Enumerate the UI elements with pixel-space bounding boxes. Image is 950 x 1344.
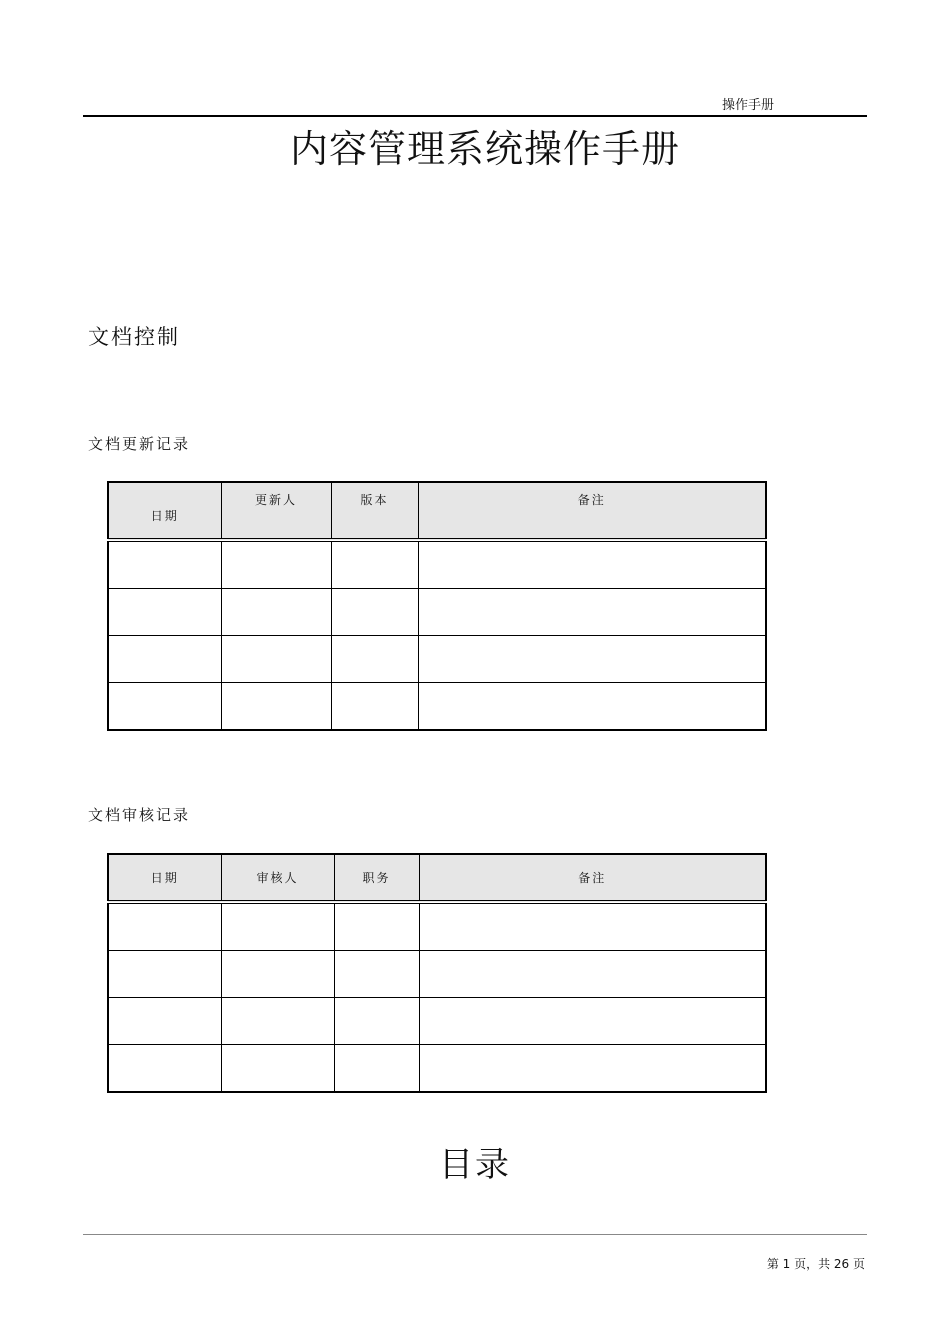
table-cell: [108, 902, 221, 951]
table-cell: [221, 902, 334, 951]
table-cell: [221, 1045, 334, 1093]
table-cell: [108, 636, 221, 683]
table-row: [108, 636, 766, 683]
review-record-heading: 文档审核记录: [88, 806, 191, 824]
table-cell: [419, 902, 766, 951]
table-cell: [108, 1045, 221, 1093]
table-cell: [108, 589, 221, 636]
page-number: 第 1 页，共 26 页: [766, 1257, 865, 1271]
footer-rule: [83, 1234, 867, 1235]
table-cell: [108, 951, 221, 998]
running-header: 操作手册: [722, 98, 775, 113]
table-cell: [418, 589, 766, 636]
table-cell: [221, 951, 334, 998]
toc-heading: 目录: [439, 1145, 511, 1185]
table-cell: [418, 540, 766, 589]
column-header-updater: 更新人: [221, 482, 331, 540]
table-cell: [108, 540, 221, 589]
table-cell: [418, 636, 766, 683]
column-header-date: 日期: [108, 854, 221, 902]
table-cell: [334, 902, 419, 951]
table-cell: [108, 998, 221, 1045]
table-cell: [419, 1045, 766, 1093]
update-record-table: [107, 481, 767, 731]
review-record-table: [107, 853, 767, 1093]
column-header-reviewer: 审核人: [221, 854, 334, 902]
table-cell: [334, 998, 419, 1045]
table-cell: [419, 998, 766, 1045]
table-cell: [221, 998, 334, 1045]
column-header-remarks: 备注: [419, 854, 766, 902]
section-heading: 文档控制: [88, 325, 180, 349]
update-record-heading: 文档更新记录: [88, 435, 191, 453]
table-cell: [331, 636, 418, 683]
table-cell: [331, 683, 418, 731]
table-cell: [221, 683, 331, 731]
table-cell: [221, 589, 331, 636]
table-row: [108, 540, 766, 589]
table-cell: [419, 951, 766, 998]
table-cell: [418, 683, 766, 731]
table-row: [108, 998, 766, 1045]
table-cell: [221, 540, 331, 589]
table-cell: [331, 589, 418, 636]
column-header-version: 版本: [331, 482, 418, 540]
table-row: [108, 683, 766, 731]
column-header-date: 日期: [108, 482, 221, 540]
table-cell: [221, 636, 331, 683]
table-cell: [334, 1045, 419, 1093]
table-cell: [108, 683, 221, 731]
document-title: 内容管理系统操作手册: [289, 127, 680, 171]
header-rule: [83, 115, 867, 117]
table-cell: [334, 951, 419, 998]
table-cell: [331, 540, 418, 589]
column-header-remarks: 备注: [418, 482, 766, 540]
column-header-position: 职务: [334, 854, 419, 902]
table-row: [108, 951, 766, 998]
table-row: [108, 589, 766, 636]
table-row: [108, 1045, 766, 1093]
table-row: [108, 902, 766, 951]
